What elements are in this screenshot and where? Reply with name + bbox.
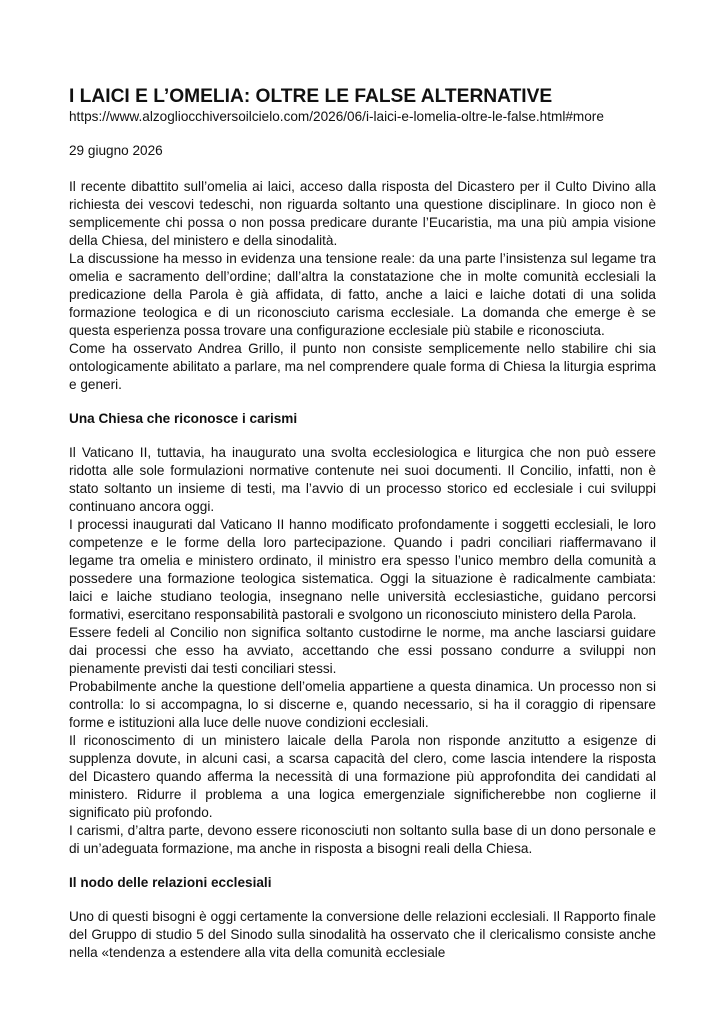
document-page: [69, 86, 656, 962]
paragraph: La discussione ha messo in evidenza una tensione reale: da una parte l’insistenza sul legame tra omelia e sacramento dell’ordine; dall’altra la constatazione che in molte comunità ecclesiali la predicazione della Parola è già affidata, di fatto, anche a laici e laiche dotati di una solida formazione teologica e di un riconosciuto carisma ecclesiale. La domanda che emerge è se questa esperienza possa trovare una configurazione ecclesiale più stabile e riconosciuta.: [69, 251, 656, 338]
section-carismi: [69, 444, 656, 858]
article-url[interactable]: https://www.alzogliocchiversoilcielo.com/2026/06/i-laici-e-lomelia-oltre-le-false.html#more: [69, 109, 604, 124]
article-title: I LAICI E L’OMELIA: OLTRE LE FALSE ALTERNATIVE: [69, 86, 553, 107]
paragraph: Il riconoscimento di un ministero laicale della Parola non risponde anzitutto a esigenze di supplenza dovute, in alcuni casi, a scarsa capacità del clero, come lascia intendere la risposta del Dicastero quando afferma la necessità di una formazione più approfondita dei candidati al ministero. Ridurre il problema a una logica emergenziale significherebbe non coglierne il significato più profondo.: [69, 733, 656, 820]
paragraph: Essere fedeli al Concilio non significa soltanto custodirne le norme, ma anche lasciarsi guidare dai processi che esso ha avviato, accettando che essi possano condurre a sviluppi non pienamente previsti dai testi conciliari stessi.: [69, 625, 656, 676]
paragraph: Probabilmente anche la questione dell’omelia appartiene a questa dinamica. Un processo non si controlla: lo si accompagna, lo si discerne e, quando necessario, si ha il coraggio di ripensare forme e istituzioni alla luce delle nuove condizioni ecclesiali.: [69, 679, 656, 730]
paragraph: I processi inaugurati dal Vaticano II hanno modificato profondamente i soggetti ecclesiali, le loro competenze e le forme della loro partecipazione. Quando i padri conciliari riaffermavano il legame tra omelia e ministero ordinato, il ministro era spesso l’unico membro della comunità a possedere una formazione teologica sistematica. Oggi la situazione è radicalmente cambiata: laici e laiche studiano teologia, insegnano nelle università ecclesiastiche, guidano percorsi formativi, esercitano responsabilità pastorali e svolgono un riconosciuto ministero della Parola.: [69, 517, 656, 622]
article-date: 29 giugno 2026: [69, 143, 163, 158]
paragraph: Uno di questi bisogni è oggi certamente la conversione delle relazioni ecclesiali. Il Rapporto finale del Gruppo di studio 5 del Sinodo sulla sinodalità ha osservato che il clericalismo consiste anche nella «tendenza a estendere alla vita della comunità ecclesiale: [69, 909, 656, 960]
section-heading-carismi: Una Chiesa che riconosce i carismi: [69, 411, 298, 426]
paragraph: Il Vaticano II, tuttavia, ha inaugurato una svolta ecclesiologica e liturgica che non può essere ridotta alle sole formulazioni normative contenute nei suoi documenti. Il Concilio, infatti, non è stato soltanto un insieme di testi, ma l’avvio di un processo storico ed ecclesiale i cui sviluppi continuano ancora oggi.: [69, 445, 656, 514]
section-relazioni: [69, 908, 656, 962]
article-body: [69, 178, 656, 962]
paragraph: I carismi, d’altra parte, devono essere riconosciuti non soltanto sulla base di un dono personale e di un’adeguata formazione, ma anche in risposta a bisogni reali della Chiesa.: [69, 823, 656, 856]
section-heading-relazioni: Il nodo delle relazioni ecclesiali: [69, 875, 272, 890]
section-intro: [69, 178, 656, 394]
paragraph: Come ha osservato Andrea Grillo, il punto non consiste semplicemente nello stabilire chi sia ontologicamente abilitato a parlare, ma nel comprendere quale forma di Chiesa la liturgia esprima e generi.: [69, 341, 656, 392]
paragraph: Il recente dibattito sull’omelia ai laici, acceso dalla risposta del Dicastero per il Culto Divino alla richiesta dei vescovi tedeschi, non riguarda soltanto una questione disciplinare. In gioco non è semplicemente chi possa o non possa predicare durante l’Eucaristia, ma una più ampia visione della Chiesa, del ministero e della sinodalità.: [69, 179, 656, 248]
